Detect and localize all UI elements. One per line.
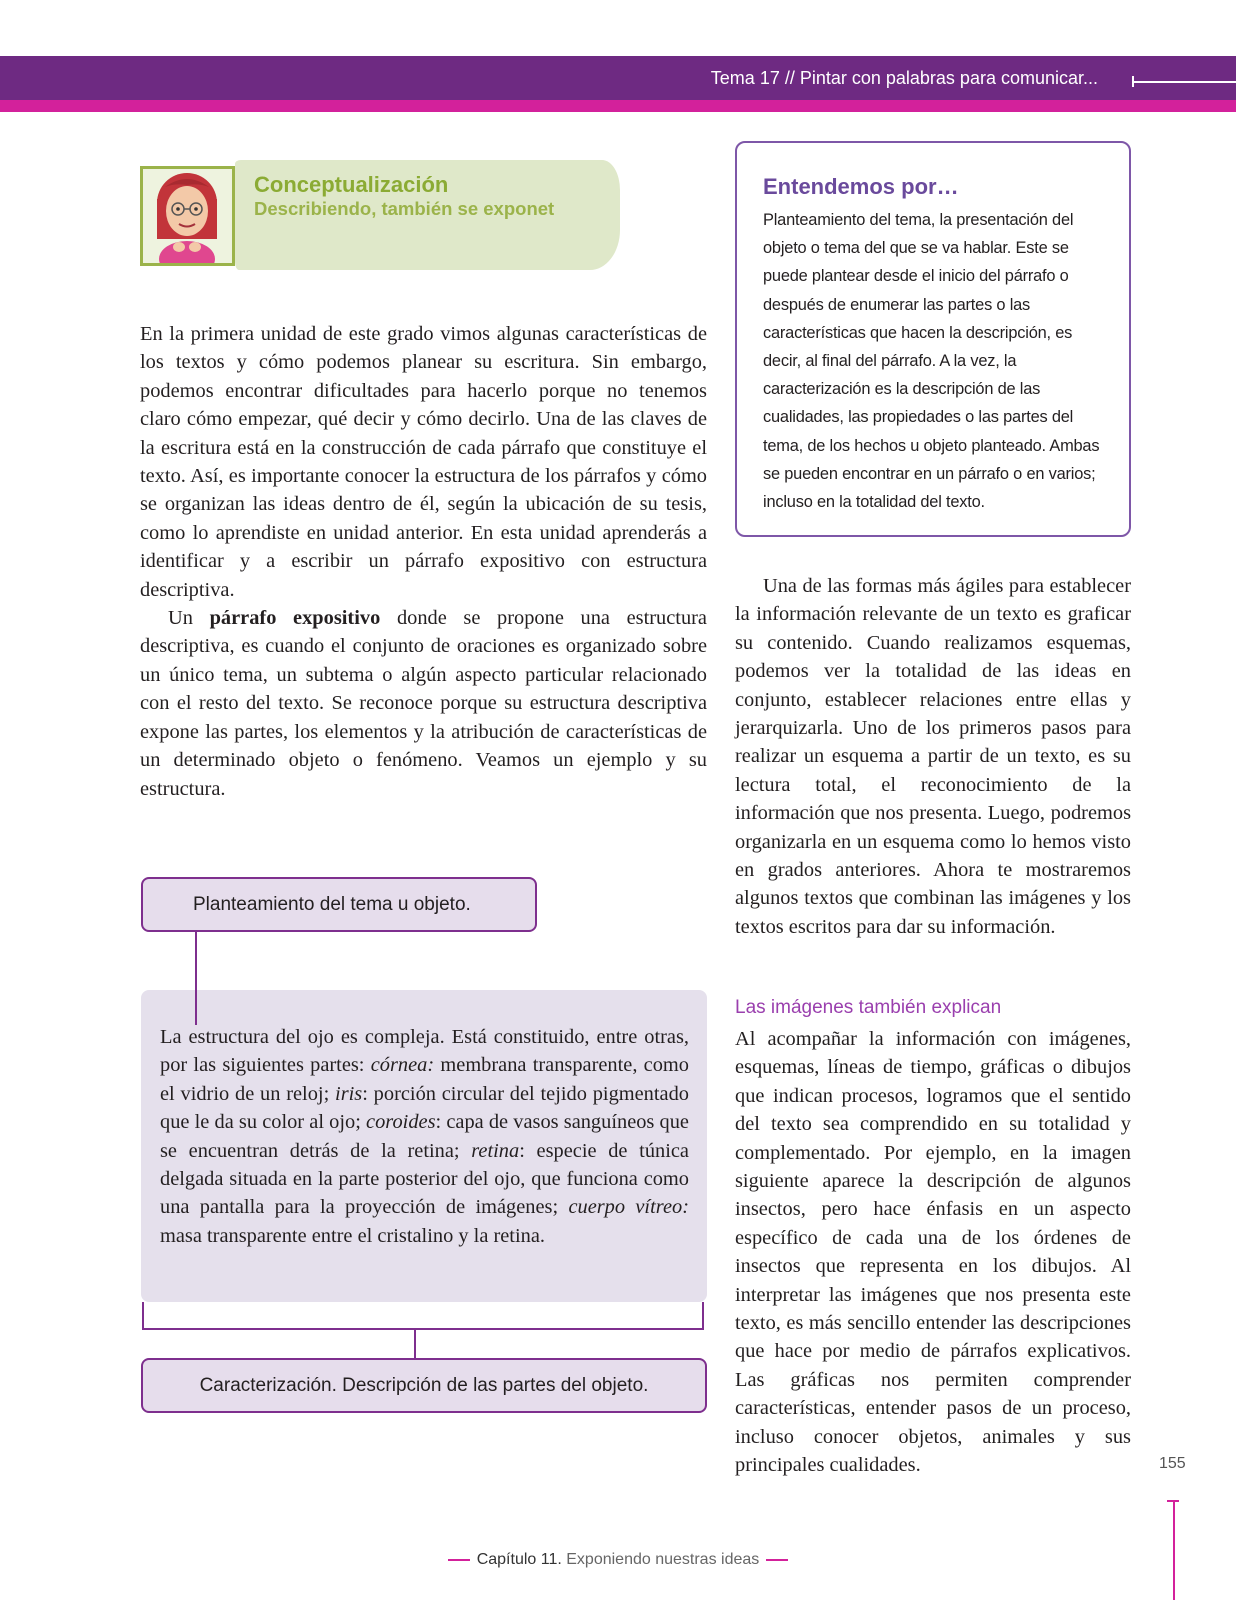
def-iris: : porción circular del tejido pigmentado que le da su color al ojo; xyxy=(160,1082,689,1134)
topic-statement-box xyxy=(141,877,537,932)
footer-chapter: Capítulo 11. xyxy=(476,1551,562,1568)
expository-paragraph xyxy=(140,604,707,803)
bracket xyxy=(142,1302,704,1330)
characterization-label: Caracterización. Descripción de las partes del objeto. xyxy=(199,1374,649,1396)
right-column-top xyxy=(735,572,1131,941)
def-retina: : especie de túnica delgada situada en la parte posterior del ojo, que funciona como una pantalla para la proyección de imágenes; xyxy=(160,1139,689,1219)
footer xyxy=(0,1551,1236,1569)
p2-prefix: Un xyxy=(168,607,193,630)
concept-title: Conceptualización xyxy=(254,172,449,197)
definition-title: Entendemos por… xyxy=(763,174,959,199)
p2-bold-term: párrafo expositivo xyxy=(209,607,381,630)
right-column-bottom xyxy=(735,1025,1131,1480)
example-lead: La estructura del ojo es compleja. xyxy=(160,1026,445,1048)
example-s1: Está constituido, entre otras, por las siguientes partes: xyxy=(160,1026,689,1077)
def-coroides: : capa de vasos sanguíneos que se encuentran detrás de la retina; xyxy=(160,1111,689,1162)
intro-paragraph: En la primera unidad de este grado vimos algunas características de los textos y cómo podemos planear su escritura. Sin embargo, podemos encontrar dificultades para hacerlo porque no tenemos claro cómo empezar, qué decir y cómo decirlo. Una de las claves de la escritura está en la construcción de cada párrafo que constituye el texto. Así, es importante conocer la estructura de los párrafos y cómo se organizan las ideas dentro de él, según la ubicación de su tesis, como lo aprendiste en unidad anterior. En esta unidad aprenderás a identificar y a escribir un párrafo expositivo con estructura descriptiva. xyxy=(140,323,707,601)
characterization-box xyxy=(141,1358,707,1413)
bracket-stem xyxy=(414,1330,416,1360)
page-number: 155 xyxy=(1159,1455,1186,1472)
footer-line-left xyxy=(448,1559,470,1561)
term-cuerpo-vitreo: cuerpo vítreo: xyxy=(568,1196,689,1219)
concept-subtitle: Describiendo, también se exponet xyxy=(254,198,555,219)
footer-line-right xyxy=(766,1559,788,1561)
header-rule xyxy=(1132,81,1236,83)
def-cornea: membrana transparente, como el vidrio de un reloj; xyxy=(160,1054,689,1105)
footer-chapter-title: Exponiendo nuestras ideas xyxy=(566,1551,760,1568)
topic-statement-label: Planteamiento del tema u objeto. xyxy=(193,893,471,915)
header-title: Tema 17 // Pintar con palabras para comunicar... xyxy=(710,68,1098,88)
term-coroides: coroides xyxy=(366,1111,436,1134)
definition-text: Planteamiento del tema, la presentación del objeto o tema del que se va hablar. Este se puede plantear desde el inicio del párrafo o después de enumerar las partes o las características que hacen la descripción, es decir, al final del párrafo. A la vez, la caracterización es la descripción de las cualidades, las propiedades o las partes del tema, de los hechos u objeto planteado. Ambas se pueden encontrar en un párrafo o en varios; incluso en la totalidad del texto. xyxy=(763,211,1100,512)
term-cornea: córnea: xyxy=(370,1054,435,1077)
images-paragraph: Al acompañar la información con imágenes, esquemas, líneas de tiempo, gráficas o dibujos que indican procesos, logramos que el sentido del texto sea comprendido en su totalidad y complementado. Por ejemplo, en la imagen siguiente aparece la descripción de algunos insectos, pero hace énfasis en un aspecto específico de cada una de los órdenes de insectos que representa en los dibujos. Al interpretar las imágenes que nos presenta este texto, es más sencillo entender las descripciones que hace por medio de párrafos explicativos. Las gráficas nos permiten comprender características, entender pasos de un proceso, incluso conocer objetos, animales y sus principales cualidades. xyxy=(735,1028,1131,1477)
left-column xyxy=(140,320,707,803)
def-cuerpo-vitreo: masa transparente entre el cristalino y la retina. xyxy=(160,1224,545,1247)
girl-character-icon xyxy=(140,166,235,266)
p2-rest: donde se propone una estructura descriptiva, es cuando el conjunto de oraciones es organizado sobre un único tema, un subtema o algún aspecto particular relacionado con el resto del texto. Se reconoce porque su estructura descriptiva expone las partes, los elementos y la atribución de características de un determinado objeto o fenómeno. Veamos un ejemplo y su estructura. xyxy=(140,607,707,800)
header-stripe xyxy=(0,100,1236,112)
example-text xyxy=(160,1023,689,1250)
term-iris: iris xyxy=(335,1082,363,1105)
term-retina: retina xyxy=(471,1139,520,1162)
concept-badge xyxy=(140,160,620,275)
section-title: Las imágenes también explican xyxy=(735,997,1002,1018)
graphing-paragraph: Una de las formas más ágiles para establecer la información relevante de un texto es graficar su contenido. Cuando realizamos esquemas, podemos ver la totalidad de las ideas en conjunto, establecer relaciones entre ellas y jerarquizarla. Uno de los primeros pasos para realizar un esquema a partir de un texto, es su lectura total, el reconocimiento de la información que nos presenta. Luego, podremos organizarla en un esquema como lo hemos visto en grados anteriores. Ahora te mostraremos algunos textos que combinan las imágenes y los textos escritos para dar su información. xyxy=(735,575,1131,938)
connector-line xyxy=(195,932,197,1025)
side-rule xyxy=(1173,1500,1175,1600)
